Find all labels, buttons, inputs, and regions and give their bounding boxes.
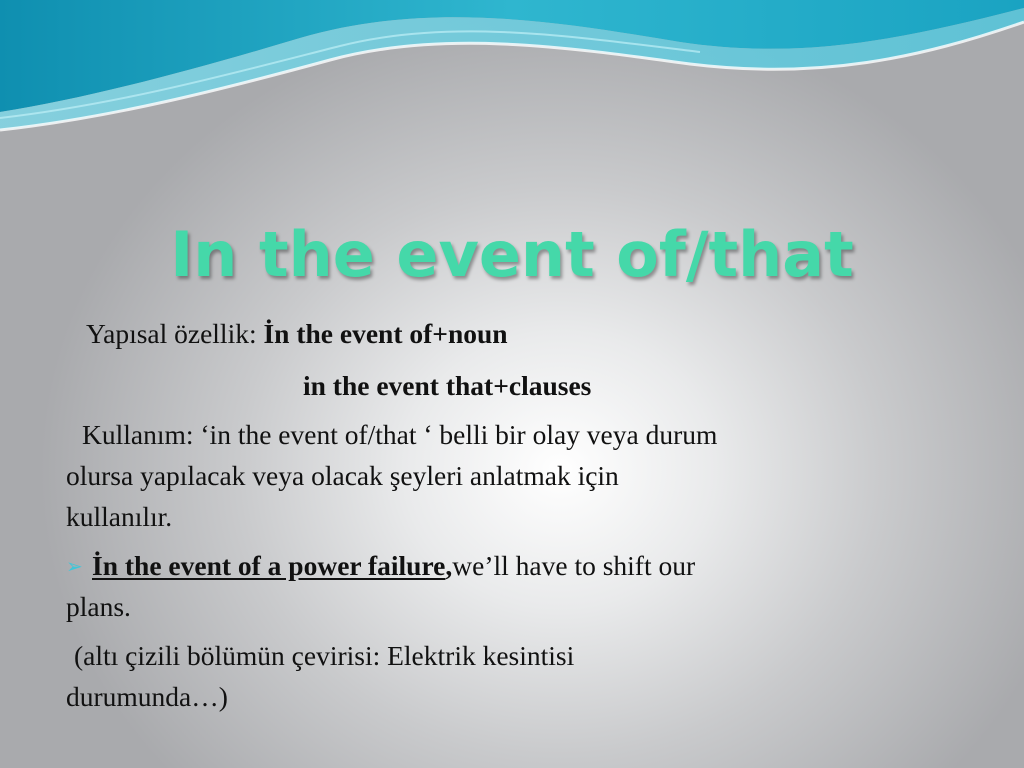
structure-line-2 bbox=[303, 370, 591, 402]
translation-line-2: durumunda…) bbox=[66, 681, 228, 712]
structure-line-1 bbox=[86, 318, 508, 350]
example-underlined: İn the event of a power failure bbox=[92, 550, 446, 581]
arrow-bullet-icon: ➢ bbox=[66, 556, 83, 578]
structure-form-1: İn the event of+noun bbox=[263, 318, 508, 349]
usage-line-2: olursa yapılacak veya olacak şeyleri anlatmak için bbox=[66, 460, 619, 491]
example-comma: , bbox=[445, 550, 453, 581]
usage-line-3: kullanılır. bbox=[66, 501, 173, 532]
structure-form-2: in the event that+clauses bbox=[303, 370, 592, 401]
slide-title: In the event of/that bbox=[170, 218, 854, 291]
translation-line-1: (altı çizili bölümün çevirisi: Elektrik kesintisi bbox=[74, 640, 575, 671]
example-line-1 bbox=[66, 550, 695, 583]
usage-line-1: Kullanım: ‘in the event of/that ‘ belli bir olay veya durum bbox=[82, 419, 718, 450]
example-rest: we’ll have to shift our bbox=[452, 550, 696, 581]
structure-label: Yapısal özellik: bbox=[86, 318, 264, 349]
example-line-2: plans. bbox=[66, 591, 131, 622]
header-wave-decoration bbox=[0, 0, 1024, 150]
